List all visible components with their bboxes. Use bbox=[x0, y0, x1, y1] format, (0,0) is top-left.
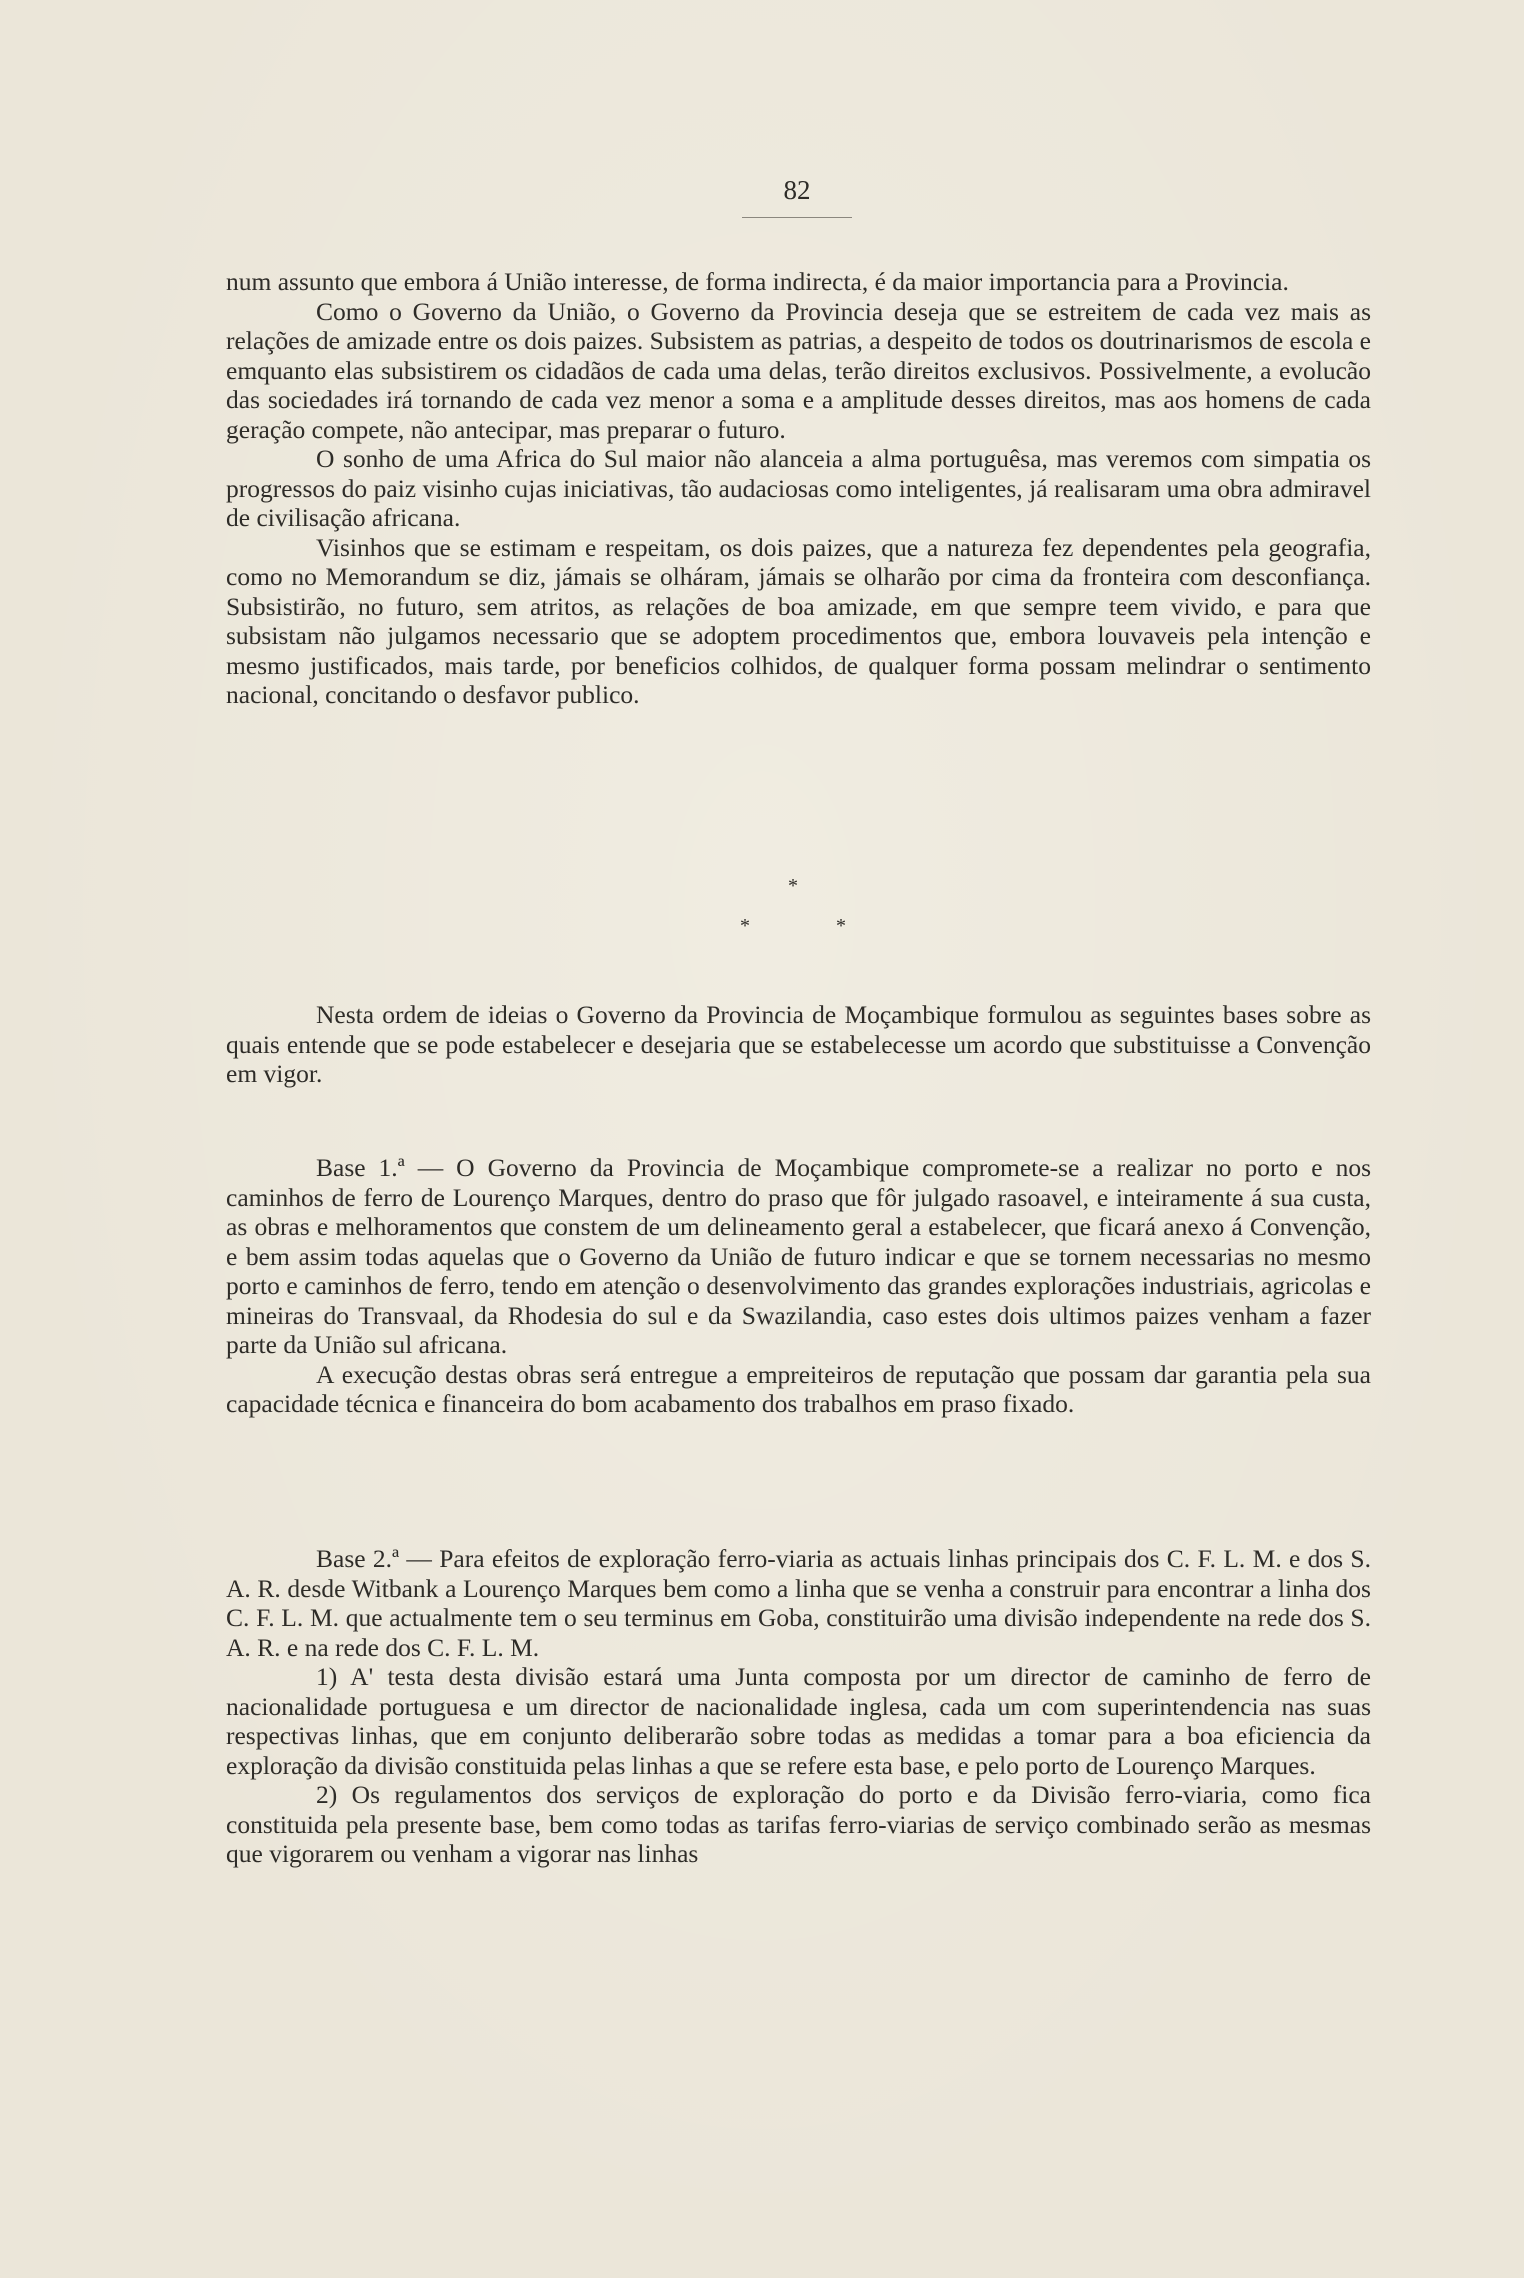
text-block-bases-intro bbox=[226, 1000, 1371, 1089]
text-block-intro bbox=[226, 267, 1371, 710]
text-block-base-1 bbox=[226, 1153, 1371, 1419]
paragraph: A execução destas obras será entregue a empreiteiros de reputação que possam dar garantia pela sua capacidade técnica e financeira do bom acabamento dos trabalhos em praso fixado. bbox=[226, 1359, 1371, 1418]
asterisk: * bbox=[740, 915, 750, 937]
paragraph: 2) Os regulamentos dos serviços de exploração do porto e da Divisão ferro-viaria, como fica constituida pela presente base, bem como todas as tarifas ferro-viarias de serviço combinado serão as mesmas que vigorarem ou venham a vigorar nas linhas bbox=[226, 1780, 1371, 1868]
asterisk: * bbox=[836, 915, 846, 937]
page-number: 82 bbox=[783, 175, 811, 205]
paragraph: Base 2.ª — Para efeitos de exploração ferro-viaria as actuais linhas principais dos C. F. L. M. e dos S. A. R. desde Witbank a Lourenço Marques bem como a linha que se venha a construir para encontrar a linha dos C. F. L. M. que actualmente tem o seu terminus em Goba, constituirão uma divisão independente na rede dos S. A. R. e na rede dos C. F. L. M. bbox=[226, 1544, 1371, 1662]
paragraph: num assunto que embora á União interesse, de forma indirecta, é da maior importancia para a Provincia. bbox=[226, 267, 1289, 296]
paragraph: Como o Governo da União, o Governo da Provincia deseja que se estreitem de cada vez mais as relações de amizade entre os dois paizes. Subsistem as patrias, a despeito de todos os doutrinarismos de escola e emquanto elas subsistirem os cidadãos de cada uma delas, terão direitos exclusivos. Possivelmente, a evolucão das sociedades irá tornando de cada vez menor a soma e a amplitude desses direitos, mas aos homens de cada geração compete, não antecipar, mas preparar o futuro. bbox=[226, 296, 1371, 444]
paragraph: Visinhos que se estimam e respeitam, os dois paizes, que a natureza fez dependentes pela geografia, como no Memorandum se diz, jámais se olháram, jámais se olharão por cima da fronteira com desconfiança. Subsistirão, no futuro, sem atritos, as relações de boa amizade, em que sempre teem vivido, e para que subsistam não julgamos necessario que se adoptem procedimentos que, embora louvaveis pela intenção e mesmo justificados, mais tarde, por beneficios colhidos, de qualquer forma possam melindrar o sentimento nacional, concitando o desfavor publico. bbox=[226, 532, 1371, 709]
section-asterism bbox=[740, 875, 860, 945]
paragraph: O sonho de uma Africa do Sul maior não alanceia a alma portuguêsa, mas veremos com simpatia os progressos do paiz visinho cujas iniciativas, tão audaciosas como inteligentes, já realisaram uma obra admiravel de civilisação africana. bbox=[226, 444, 1371, 532]
asterisk: * bbox=[788, 875, 798, 897]
paragraph: Base 1.ª — O Governo da Provincia de Moçambique compromete-se a realizar no porto e nos caminhos de ferro de Lourenço Marques, dentro do praso que fôr julgado rasoavel, e inteiramente á sua custa, as obras e melhoramentos que constem de um delineamento geral a estabelecer, que ficará anexo á Convenção, e bem assim todas aquelas que o Governo da União de futuro indicar e que se tornem necessarias no mesmo porto e caminhos de ferro, tendo em atenção o desenvolvimento das grandes explorações industriais, agricolas e mineiras do Transvaal, da Rhodesia do sul e da Swazilandia, caso estes dois ultimos paizes venham a fazer parte da União sul africana. bbox=[226, 1153, 1371, 1359]
page-number-rule bbox=[742, 217, 852, 218]
text-block-base-2 bbox=[226, 1544, 1371, 1869]
paragraph: 1) A' testa desta divisão estará uma Junta composta por um director de caminho de ferro de nacionalidade portuguesa e um director de nacionalidade inglesa, cada um com superintendencia nas suas respectivas linhas, que em conjunto deliberarão sobre todas as medidas a tomar para a boa eficiencia da exploração da divisão constituida pelas linhas a que se refere esta base, e pelo porto de Lourenço Marques. bbox=[226, 1662, 1371, 1780]
paragraph: Nesta ordem de ideias o Governo da Provincia de Moçambique formulou as seguintes bases sobre as quais entende que se pode estabelecer e desejaria que se estabelecesse um acordo que substituisse a Convenção em vigor. bbox=[226, 1000, 1371, 1088]
